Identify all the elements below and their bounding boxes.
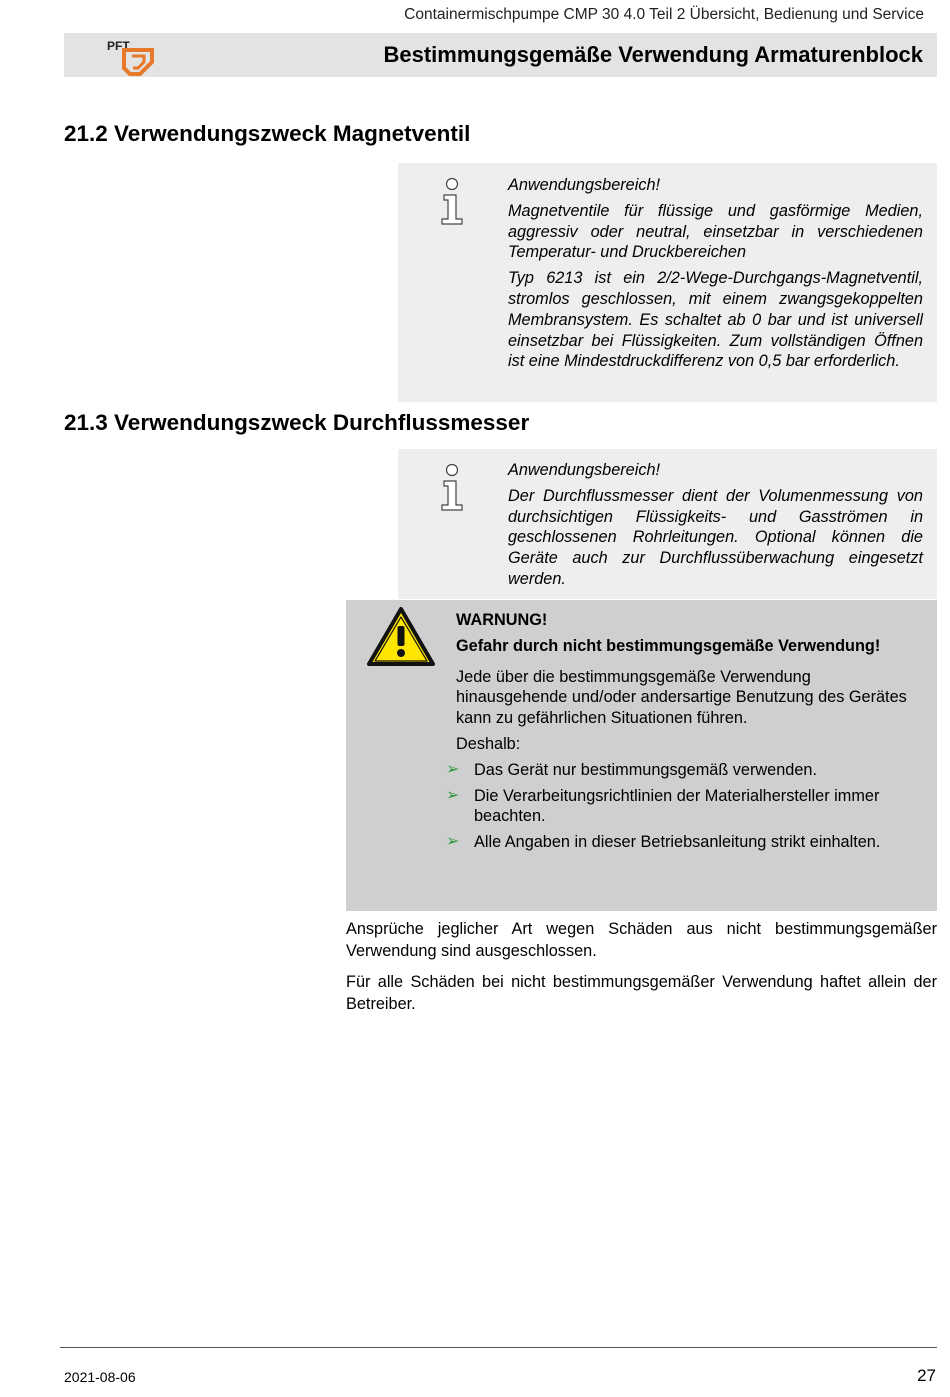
note-paragraph: Typ 6213 ist ein 2/2-Wege-Durchgangs-Magnetventil, stromlos geschlossen, mit einem zwangsgekoppelten Membransystem. Es schaltet ab 0 bar und ist universell einsetzbar bei Flüssigkeiten. Zum vollständigen Öffnen ist eine Mindestdruckdifferenz von 0,5 bar erforderlich. [508, 269, 923, 371]
body-paragraph: Für alle Schäden bei nicht bestimmungsgemäßer Verwendung haftet allein der Betreiber. [346, 973, 937, 1013]
list-item [446, 832, 911, 853]
list-item-text: Das Gerät nur bestimmungsgemäß verwenden. [474, 760, 817, 779]
note-paragraph: Magnetventile für flüssige und gasförmige Medien, aggressiv oder neutral, einsetzbar in verschiedenen Temperatur- und Druckbereichen [508, 201, 923, 262]
body-text [346, 918, 937, 1024]
warning-box [346, 600, 937, 911]
chevron-right-icon: ➢ [446, 786, 460, 804]
info-note-magnetventil [398, 163, 937, 402]
logo-text: PFT [107, 39, 130, 53]
warning-text [446, 610, 911, 858]
warning-heading: WARNUNG! [456, 611, 548, 629]
warning-subheading: Gefahr durch nicht bestimmungsgemäße Verwendung! [456, 636, 881, 655]
body-paragraph: Ansprüche jeglicher Art wegen Schäden aus nicht bestimmungsgemäßer Verwendung sind ausgeschlossen. [346, 920, 937, 960]
list-item [446, 760, 911, 781]
info-icon [438, 463, 466, 511]
list-item-text: Die Verarbeitungsrichtlinien der Materialhersteller immer beachten. [474, 786, 880, 826]
warning-paragraph: Jede über die bestimmungsgemäße Verwendung hinausgehende und/oder andersartige Benutzung des Gerätes kann zu gefährlichen Situationen führen. [456, 667, 907, 728]
page-number: 27 [917, 1366, 936, 1385]
chevron-right-icon: ➢ [446, 760, 460, 778]
info-icon [438, 177, 466, 225]
chevron-right-icon: ➢ [446, 833, 460, 851]
section-title-magnetventil: 21.2 Verwendungszweck Magnetventil [64, 121, 471, 146]
document-subtitle: Containermischpumpe CMP 30 4.0 Teil 2 Übersicht, Bedienung und Service [404, 6, 924, 23]
warning-bullet-list [446, 760, 911, 853]
note-heading: Anwendungsbereich! [508, 461, 661, 479]
warning-triangle-icon [366, 606, 436, 668]
section-title-durchflussmesser: 21.3 Verwendungszweck Durchflussmesser [64, 410, 530, 435]
list-item [446, 786, 911, 828]
warning-lead: Deshalb: [456, 734, 521, 753]
note-heading: Anwendungsbereich! [508, 176, 661, 194]
info-note-text [508, 175, 923, 377]
info-note-durchflussmesser [398, 449, 937, 599]
footer-date: 2021-08-06 [64, 1369, 136, 1385]
footer-divider [60, 1347, 937, 1348]
page-title: Bestimmungsgemäße Verwendung Armaturenblock [383, 42, 923, 67]
pft-logo [104, 37, 156, 77]
info-note-text [508, 460, 923, 595]
list-item-text: Alle Angaben in dieser Betriebsanleitung strikt einhalten. [474, 833, 881, 852]
note-paragraph: Der Durchflussmesser dient der Volumenmessung von durchsichtigen Flüssigkeits- und Gasströmen in geschlossenen Rohrleitungen. Optional können die Geräte auch zur Durchflussüberwachung eingesetzt werden. [508, 486, 923, 588]
page-header [64, 33, 937, 77]
